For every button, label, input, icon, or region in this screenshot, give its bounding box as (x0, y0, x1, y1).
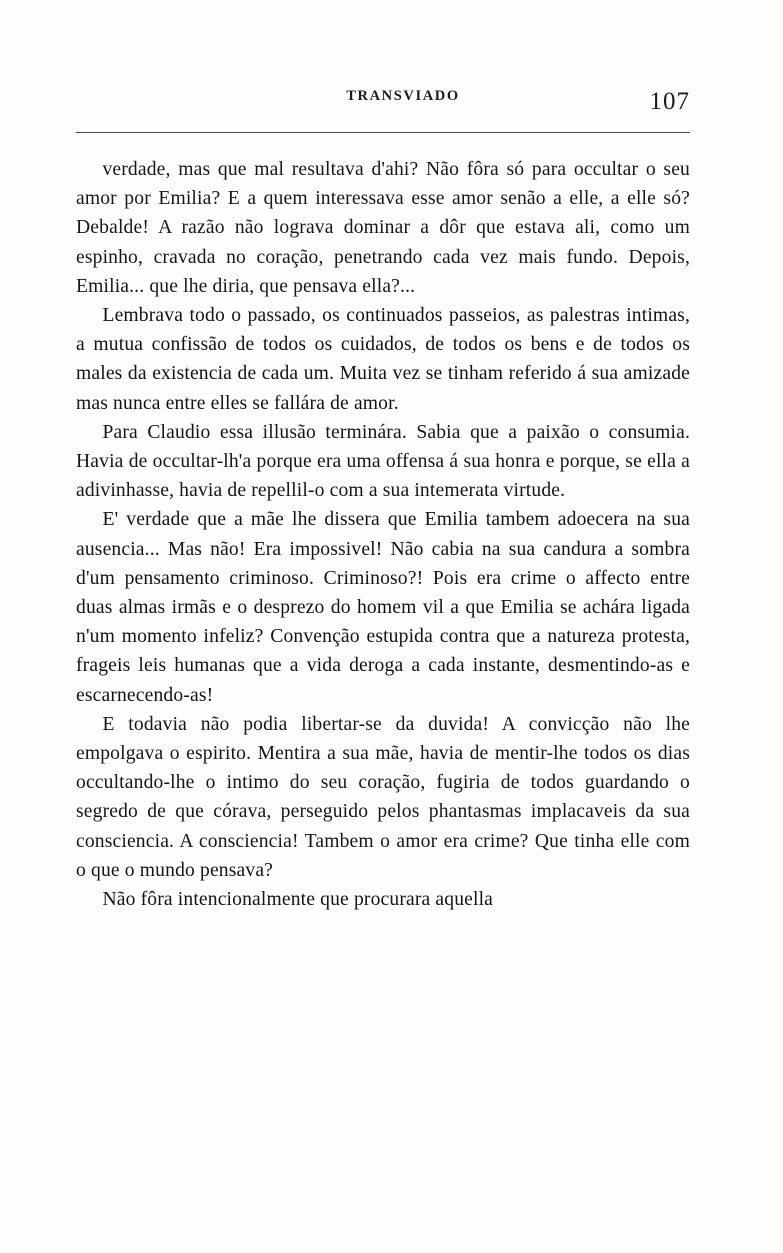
paragraph: verdade, mas que mal resultava d'ahi? Não fôra só para occultar o seu amor por Emilia? E a quem interessava esse amor senão a elle, a elle só? Debalde! A razão não lograva dominar a dôr que estava ali, como um espinho, cravada no coração, penetrando cada vez mais fundo. Depois, Emilia... que lhe diria, que pensava ella?... (76, 159, 690, 297)
paragraph: Para Claudio essa illusão terminára. Sabia que a paixão o consumia. Havia de occultar-lh'a porque era uma offensa á sua honra e porque, se ella a adivinhasse, havia de repellil-o com a sua intemerata virtude. (76, 421, 690, 502)
running-head (76, 88, 690, 122)
header-rule (76, 132, 690, 133)
paragraph: E todavia não podia libertar-se da duvida! A convicção não lhe empolgava o espirito. Mentira a sua mãe, havia de mentir-lhe todos os dias occultando-lhe o intimo do seu coração, fugiria de todos guardando o segredo de que córava, perseguido pelos phantasmas implacaveis da sua consciencia. A consciencia! Tambem o amor era crime? Que tinha elle com o que o mundo pensava? (76, 713, 690, 881)
page-number: 107 (649, 88, 690, 115)
page-content-column (76, 88, 690, 914)
paragraph: E' verdade que a mãe lhe dissera que Emilia tambem adoecera na sua ausencia... Mas não! Era impossivel! Não cabia na sua candura a sombra d'um pensamento criminoso. Criminoso?! Pois era crime o affecto entre duas almas irmãs e o desprezo do homem vil a que Emilia se achára ligada n'um momento infeliz? Convenção estupida contra que a natureza protesta, frageis leis humanas que a vida deroga a cada instante, desmentindo-as e escarnecendo-as! (76, 509, 690, 706)
paragraph: Lembrava todo o passado, os continuados passeios, as palestras intimas, a mutua confissão de todos os cuidados, de todos os bens e de todos os males da existencia de cada um. Muita vez se tinham referido á sua amizade mas nunca entre elles se fallára de amor. (76, 305, 690, 414)
body-text (76, 155, 690, 914)
paragraph: Não fôra intencionalmente que procurara aquella (102, 889, 494, 911)
running-head-title: TRANSVIADO (346, 88, 460, 104)
